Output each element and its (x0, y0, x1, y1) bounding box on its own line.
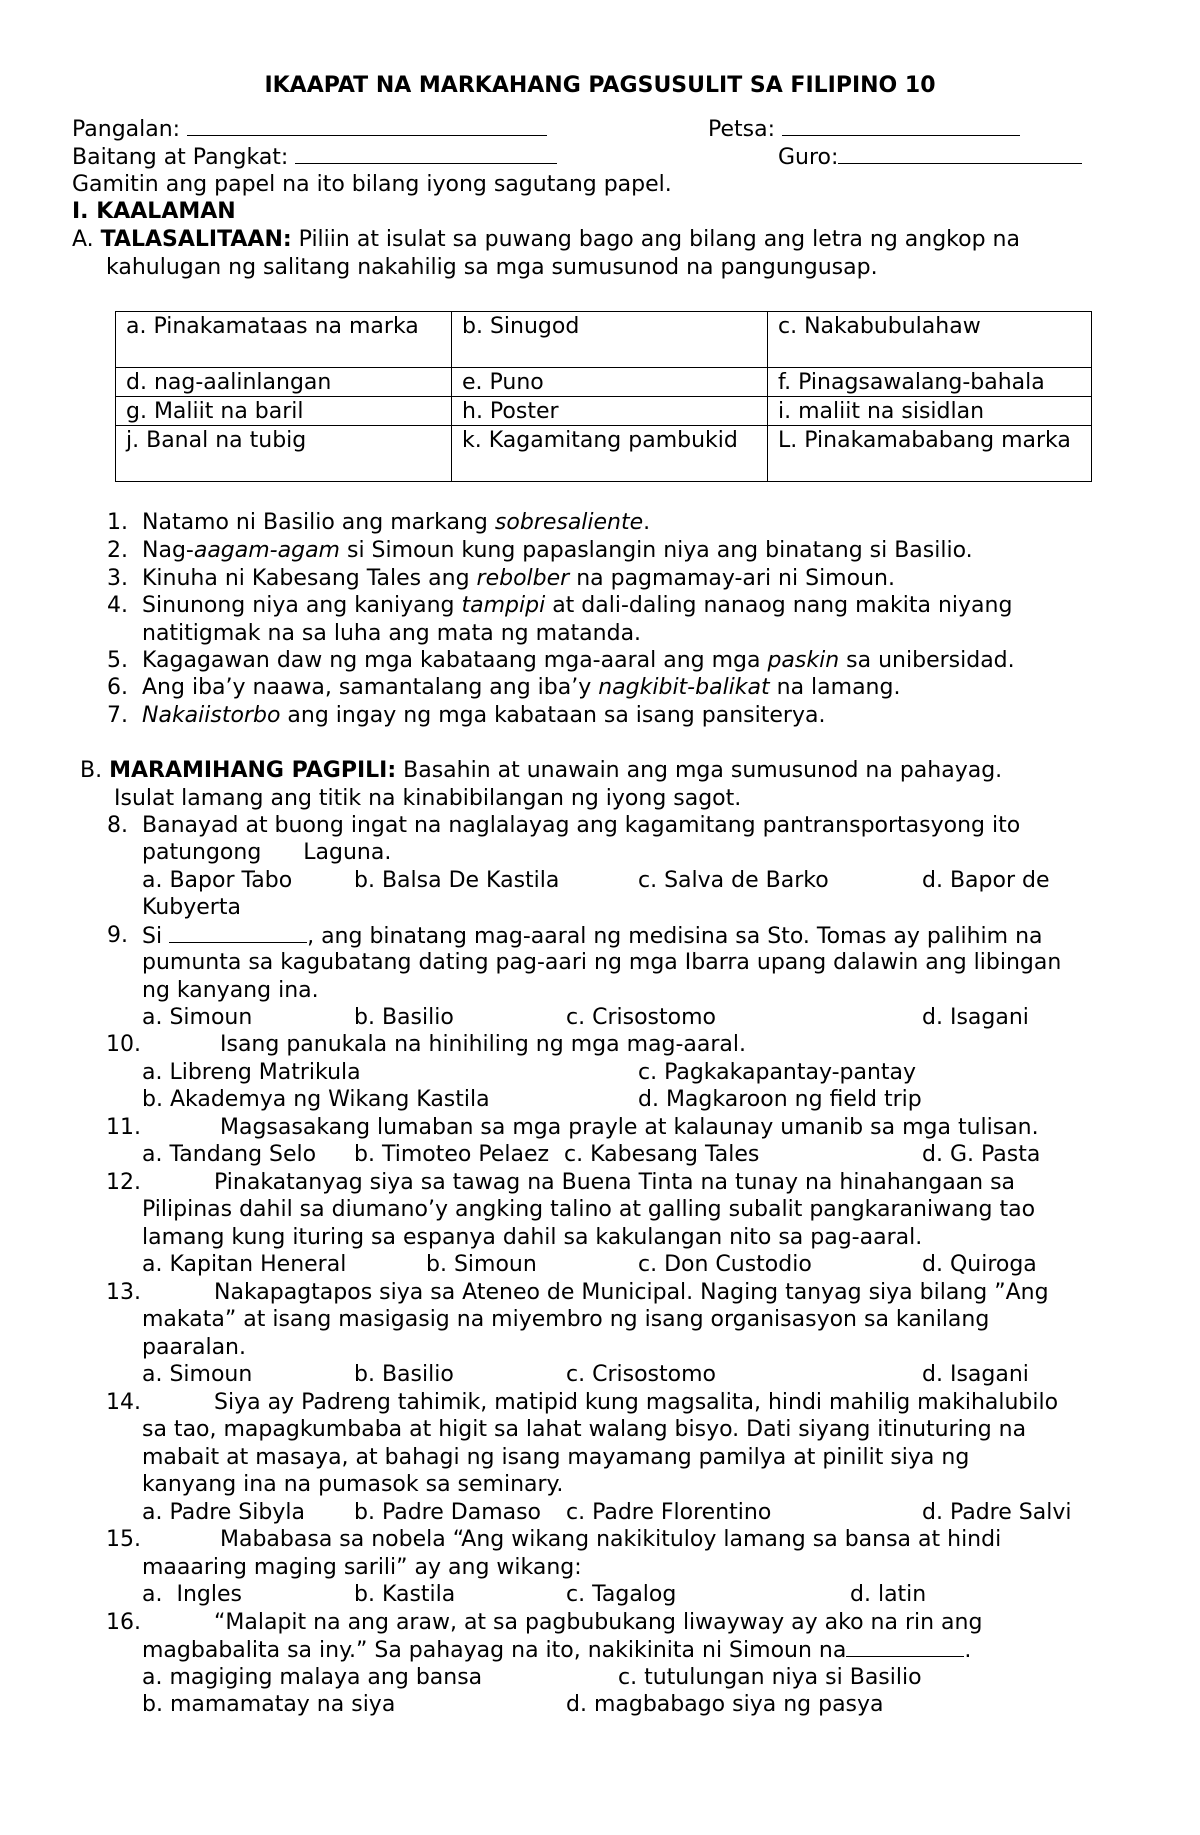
part-b-heading: MARAMIHANG PAGPILI: (109, 758, 397, 783)
choice-c[interactable]: c. Crisostomo (566, 1005, 716, 1030)
question-text: Banayad at buong ingat na naglalayag ang kagamitang pantransportasyong ito (142, 813, 1021, 838)
choice-b[interactable]: b. Padre Damaso (354, 1500, 542, 1525)
item-number: 2. (107, 538, 128, 563)
pangalan-label: Pangalan: (72, 117, 181, 142)
list-item: Kinuha ni Kabesang Tales ang rebolber na pagmamay-ari ni Simoun. (142, 566, 895, 591)
vocabulary-table (115, 311, 1092, 482)
name-field[interactable] (72, 115, 547, 143)
list-item: Natamo ni Basilio ang markang sobresaliente. (142, 510, 651, 535)
choice-a[interactable]: a. Simoun (142, 1005, 253, 1030)
choice-c[interactable]: c. Pagkakapantay-pantay (638, 1060, 917, 1085)
choice-c[interactable]: c. Salva de Barko (638, 868, 829, 893)
choice-d[interactable]: d. Padre Salvi (922, 1500, 1072, 1525)
section-1-title: I. KAALAMAN (72, 199, 236, 224)
list-item: Sinunong niya ang kaniyang tampipi at dali-daling nanaog nang makita niyang (142, 593, 1013, 618)
choice-a[interactable]: a. Kapitan Heneral (142, 1252, 347, 1277)
question-text: Magsasakang lumaban sa mga prayle at kalaunay umanib sa mga tulisan. (220, 1115, 1039, 1140)
item-number: 3. (107, 566, 128, 591)
choice-b[interactable]: b. Timoteo Pelaez (354, 1142, 550, 1167)
question-text: pumunta sa kagubatang dating pag-aari ng mga Ibarra upang dalawin ang libingan (142, 950, 1062, 975)
choice-c[interactable]: c. tutulungan niya si Basilio (618, 1665, 922, 1690)
item-number: 6. (107, 675, 128, 700)
petsa-label: Petsa: (708, 117, 775, 142)
item-number: 5. (107, 648, 128, 673)
table-cell: f. Pinagsawalang-bahala (768, 368, 1092, 397)
list-item-continuation: natitigmak na sa luha ang mata ng matanda. (142, 621, 642, 646)
question-number: 16. (106, 1610, 141, 1635)
grade-section-blank[interactable] (295, 143, 557, 164)
teacher-blank[interactable] (838, 143, 1082, 164)
choice-a[interactable]: a. Simoun (142, 1362, 253, 1387)
grade-section-field[interactable] (72, 143, 557, 171)
choice-b[interactable]: b. Akademya ng Wikang Kastila (142, 1087, 490, 1112)
table-cell: L. Pinakamababang marka (768, 426, 1092, 482)
question-number: 12. (106, 1170, 141, 1195)
question-text: Pilipinas dahil sa diumano’y angking talino at galling subalit pangkaraniwang tao (142, 1197, 1036, 1222)
table-cell: d. nag-aalinlangan (116, 368, 452, 397)
instruction-text: Gamitin ang papel na ito bilang iyong sagutang papel. (72, 172, 672, 197)
choice-b[interactable]: b. Balsa De Kastila (354, 868, 560, 893)
table-cell: g. Maliit na baril (116, 397, 452, 426)
item-number: 7. (107, 703, 128, 728)
choice-a[interactable]: a. Ingles (142, 1582, 242, 1607)
question-text: patungong Laguna. (142, 840, 392, 865)
question-number: 10. (106, 1032, 141, 1057)
part-a-instruction-line1 (72, 226, 1020, 253)
choice-d-continuation: Kubyerta (142, 895, 241, 920)
part-b-letter: B. (80, 758, 103, 783)
choice-d[interactable]: d. Bapor de (922, 868, 1050, 893)
date-field[interactable] (708, 115, 1020, 143)
date-blank[interactable] (782, 115, 1020, 136)
question-text: paaralan. (142, 1335, 246, 1360)
teacher-field[interactable] (778, 143, 1082, 171)
choice-b[interactable]: b. Simoun (426, 1252, 537, 1277)
part-a-instruction-line2: kahulugan ng salitang nakahilig sa mga sumusunod na pangungusap. (106, 255, 878, 280)
table-row (116, 426, 1092, 482)
part-b-instruction-line1 (80, 757, 1002, 784)
choice-c[interactable]: c. Crisostomo (566, 1362, 716, 1387)
choice-d[interactable]: d. Isagani (922, 1362, 1029, 1387)
question-text: magbabalita sa iny.” Sa pahayag na ito, nakikinita ni Simoun na . (142, 1638, 972, 1663)
list-item: Nag-aagam-agam si Simoun kung papaslangin niya ang binatang si Basilio. (142, 538, 973, 563)
table-cell: c. Nakabubulahaw (768, 312, 1092, 368)
table-cell: j. Banal na tubig (116, 426, 452, 482)
question-text: Isang panukala na hinihiling ng mga mag-aaral. (220, 1032, 746, 1057)
part-a-instruction: Piliin at isulat sa puwang bago ang bilang ang letra ng angkop na (291, 227, 1020, 252)
choice-a[interactable]: a. Padre Sibyla (142, 1500, 305, 1525)
choice-a[interactable]: a. Bapor Tabo (142, 868, 293, 893)
question-text: maaaring maging sarili” ay ang wikang: (142, 1555, 582, 1580)
question-text: mabait at masaya, at bahagi ng isang mayamang pamilya at pinilit siya ng (142, 1445, 970, 1470)
table-cell: h. Poster (452, 397, 768, 426)
question-text: Pinakatanyag siya sa tawag na Buena Tinta na tunay na hinahangaan sa (214, 1170, 1016, 1195)
choice-d[interactable]: d. G. Pasta (922, 1142, 1041, 1167)
question-text: Si , ang binatang mag-aaral ng medisina sa Sto. Tomas ay palihim na (142, 924, 1043, 949)
choice-a[interactable]: a. Libreng Matrikula (142, 1060, 361, 1085)
question-text: sa tao, mapagkumbaba at higit sa lahat walang bisyo. Dati siyang itinuturing na (142, 1417, 1027, 1442)
choice-a[interactable]: a. Tandang Selo (142, 1142, 317, 1167)
question-text: ng kanyang ina. (142, 978, 319, 1003)
guro-label: Guro: (778, 145, 839, 170)
choice-b[interactable]: b. Kastila (354, 1582, 456, 1607)
choice-c[interactable]: c. Don Custodio (638, 1252, 812, 1277)
question-number: 15. (106, 1527, 141, 1552)
choice-d[interactable]: d. Magkaroon ng field trip (638, 1087, 922, 1112)
choice-d[interactable]: d. Quiroga (922, 1252, 1037, 1277)
choice-a[interactable]: a. magiging malaya ang bansa (142, 1665, 483, 1690)
name-blank[interactable] (187, 115, 547, 136)
choice-d[interactable]: d. latin (850, 1582, 927, 1607)
question-text: Nakapagtapos siya sa Ateneo de Municipal. Naging tanyag siya bilang ”Ang (214, 1280, 1049, 1305)
question-number: 9. (107, 923, 128, 948)
table-row (116, 312, 1092, 368)
answer-blank[interactable] (169, 922, 307, 943)
list-item: Ang iba’y naawa, samantalang ang iba’y nagkibit-balikat na lamang. (142, 675, 901, 700)
question-number: 14. (106, 1390, 141, 1415)
part-a-letter: A. (72, 227, 94, 252)
question-number: 13. (106, 1280, 141, 1305)
choice-b[interactable]: b. mamamatay na siya (142, 1692, 396, 1717)
question-text: Mababasa sa nobela “Ang wikang nakikituloy lamang sa bansa at hindi (220, 1527, 1002, 1552)
choice-d[interactable]: d. magbabago siya ng pasya (566, 1692, 884, 1717)
table-cell: e. Puno (452, 368, 768, 397)
table-row (116, 397, 1092, 426)
question-number: 8. (107, 813, 128, 838)
choice-b[interactable]: b. Basilio (354, 1362, 454, 1387)
choice-c[interactable]: c. Tagalog (566, 1582, 677, 1607)
question-text: lamang kung ituring sa espanya dahil sa kakulangan nito sa pag-aaral. (142, 1225, 923, 1250)
table-row (116, 368, 1092, 397)
exam-title: IKAAPAT NA MARKAHANG PAGSUSULIT SA FILIPINO 10 (264, 73, 936, 98)
question-number: 11. (106, 1115, 141, 1140)
table-cell: a. Pinakamataas na marka (116, 312, 452, 368)
part-a-heading: TALASALITAAN: (100, 227, 292, 252)
baitang-label: Baitang at Pangkat: (72, 145, 289, 170)
question-text: kanyang ina na pumasok sa seminary. (142, 1472, 564, 1497)
question-text: makata” at isang masigasig na miyembro ng isang organisasyon sa kanilang (142, 1307, 990, 1332)
answer-blank[interactable] (846, 1636, 964, 1657)
question-text: “Malapit na ang araw, at sa pagbubukang liwayway ay ako na rin ang (214, 1610, 983, 1635)
table-cell: b. Sinugod (452, 312, 768, 368)
question-text: Siya ay Padreng tahimik, matipid kung magsalita, hindi mahilig makihalubilo (214, 1390, 1059, 1415)
part-b-instruction-line2: Isulat lamang ang titik na kinabibilangan ng iyong sagot. (114, 786, 742, 811)
choice-d[interactable]: d. Isagani (922, 1005, 1029, 1030)
choice-c[interactable]: c. Kabesang Tales (564, 1142, 760, 1167)
table-cell: k. Kagamitang pambukid (452, 426, 768, 482)
item-number: 1. (107, 510, 128, 535)
choice-b[interactable]: b. Basilio (354, 1005, 454, 1030)
list-item: Kagagawan daw ng mga kabataang mga-aaral ang mga paskin sa unibersidad. (142, 648, 1015, 673)
choice-c[interactable]: c. Padre Florentino (566, 1500, 772, 1525)
table-cell: i. maliit na sisidlan (768, 397, 1092, 426)
item-number: 4. (107, 593, 128, 618)
list-item: Nakaiistorbo ang ingay ng mga kabataan sa isang pansiterya. (142, 703, 826, 728)
part-b-instruction: Basahin at unawain ang mga sumusunod na pahayag. (396, 758, 1003, 783)
